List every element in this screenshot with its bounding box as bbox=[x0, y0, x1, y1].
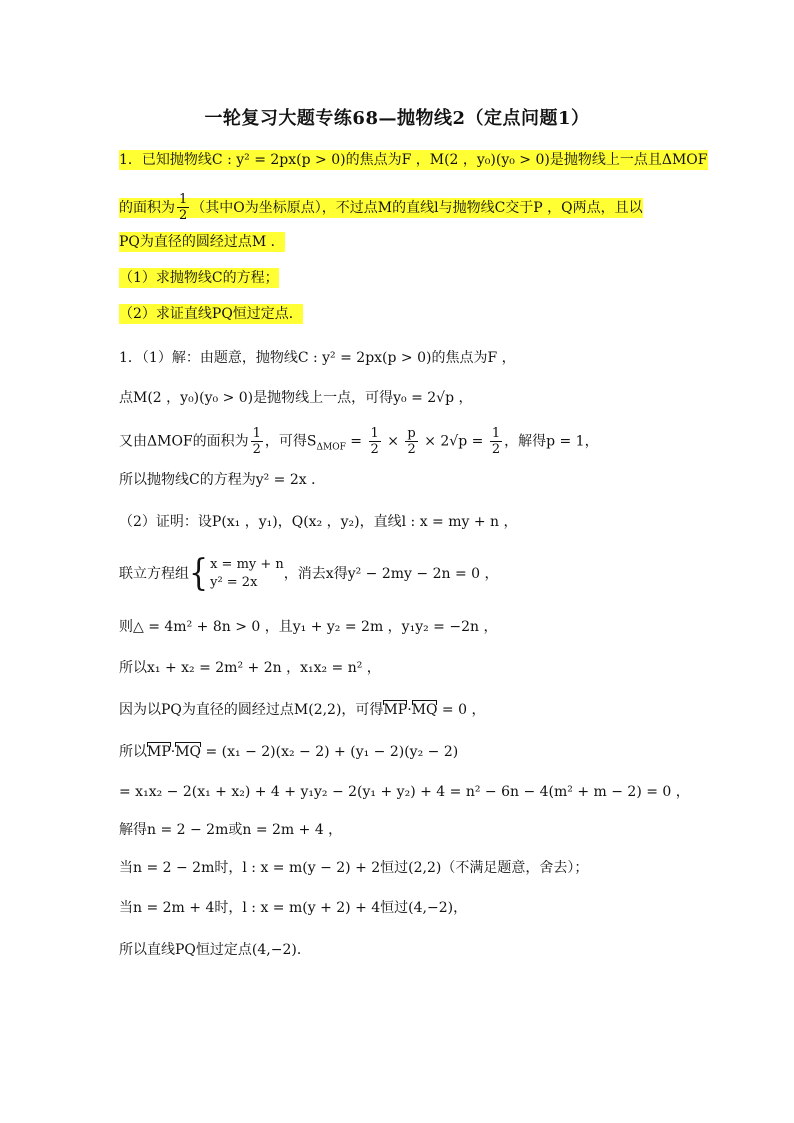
left-brace: { bbox=[189, 552, 209, 595]
solution-line-4: 所以抛物线C的方程为y² = 2x ． bbox=[119, 472, 326, 488]
problem-line-3: PQ为直径的圆经过点M ． bbox=[119, 234, 285, 250]
fraction-half-b: $\frac{1}{2}$ bbox=[370, 426, 379, 457]
vector-mp-2: MP bbox=[147, 744, 171, 760]
problem-line-2: 的面积为 $\frac{1}{2}$ （其中O为坐标原点），不过点M的直线l与抛物线C交于P ，Q两点，且以 bbox=[119, 192, 643, 223]
fraction-half-c: $\frac{1}{2}$ bbox=[491, 426, 501, 457]
equation-system: x = my + n y² = 2x bbox=[210, 557, 284, 590]
vector-mq: MQ bbox=[411, 702, 438, 718]
solution-line-8: 所以x₁ + x₂ = 2m² + 2n ，x₁x₂ = n² ， bbox=[119, 660, 381, 676]
fraction-half-a: $\frac{1}{2}$ bbox=[252, 426, 261, 457]
solution-line-13: 当n = 2 − 2m时，l : x = m(y − 2) + 2恒过(2,2)（不满足题意，舍去）； bbox=[119, 860, 589, 876]
fraction-one-half: $\frac{1}{2}$ bbox=[179, 192, 188, 223]
solution-line-9: 因为以PQ为直径的圆经过点M(2,2)，可得MP·MQ = 0 ， bbox=[119, 702, 486, 718]
vector-mp: MP bbox=[383, 702, 408, 718]
vector-mq-2: MQ bbox=[175, 744, 202, 760]
question-1: （1）求抛物线C的方程； bbox=[119, 270, 279, 286]
solution-line-14: 当n = 2m + 4时，l : x = m(y + 2) + 4恒过(4,−2)， bbox=[119, 900, 468, 916]
solution-line-12: 解得n = 2 − 2m或n = 2m + 4 ， bbox=[119, 822, 343, 838]
solution-line-2: 点M(2 ，y₀)(y₀ > 0)是抛物线上一点，可得y₀ = 2√p ， bbox=[119, 390, 473, 406]
solution-line-11: = x₁x₂ − 2(x₁ + x₂) + 4 + y₁y₂ − 2(y₁ + y₂) + 4 = n² − 6n − 4(m² + m − 2) = 0 ， bbox=[119, 784, 690, 800]
solution-line-15: 所以直线PQ恒过定点(4,−2)． bbox=[119, 942, 311, 958]
solution-line-6: 联立方程组{ x = my + n y² = 2x ，消去x得y² − 2my − 2n = 0 ， bbox=[119, 552, 499, 595]
solution-line-10: 所以MP·MQ = (x₁ − 2)(x₂ − 2) + (y₁ − 2)(y₂ − 2) bbox=[119, 744, 459, 760]
question-2: （2）求证直线PQ恒过定点． bbox=[119, 306, 303, 322]
solution-line-1: 1．（1）解：由题意，抛物线C : y² = 2px(p > 0)的焦点为F ， bbox=[119, 350, 516, 366]
fraction-p-over-2: $\frac{p}{2}$ bbox=[407, 426, 416, 457]
solution-line-7: 则△ = 4m² + 8n > 0 ，且y₁ + y₂ = 2m ，y₁y₂ = −2n ， bbox=[119, 619, 498, 635]
problem-line-1: 1．已知抛物线C : y² = 2px(p > 0)的焦点为F ，M(2 ，y₀)(y₀ > 0)是抛物线上一点且ΔMOF bbox=[119, 152, 708, 168]
solution-line-5: （2）证明：设P(x₁ ，y₁)，Q(x₂ ，y₂)，直线l : x = my + n ， bbox=[119, 514, 518, 530]
solution-line-3: 又由ΔMOF的面积为 $\frac{1}{2}$ ，可得$S_{\Delta MOF}$ = $\frac{1}{2}$ × $\frac{p}{2}$ × 2√p = $\frac{1}{2}$ ，解得p = 1， bbox=[119, 426, 599, 457]
page-title: 一轮复习大题专练68—抛物线2（定点问题1） bbox=[204, 108, 590, 129]
